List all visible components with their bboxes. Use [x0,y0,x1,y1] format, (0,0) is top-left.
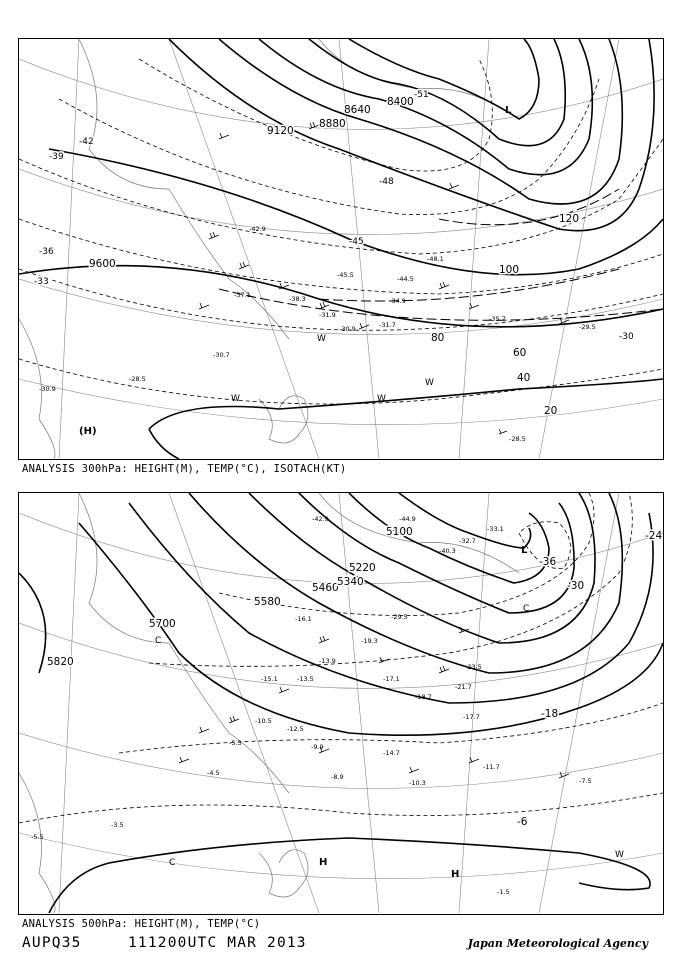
coastline-path [79,493,289,793]
height-label: 5100 [386,526,413,538]
wind-barb [469,757,479,763]
isotherm-label: -36 [39,247,54,257]
chart-id-label: AUPQ35 [22,935,82,951]
station-temp: -15.1 [261,675,278,683]
isotherm-label: -24 [645,530,663,542]
wind-barb [409,767,419,773]
station-temp: -5.3 [229,739,242,747]
height-contour [349,493,549,583]
isotach-label: 40 [517,372,531,384]
height-label: 8880 [319,118,346,130]
wind-barb [449,183,459,189]
station-temp: -12.5 [287,725,304,733]
wind-barb [439,666,449,673]
station-temp: -28.5 [509,435,526,443]
station-temp: -45.5 [337,271,354,279]
coastline-path [79,39,289,339]
height-contour [149,429,179,459]
coastline-path [319,493,519,573]
station-temp: -17.1 [383,675,400,683]
wind-barb [179,757,189,763]
station-temp: -13.5 [297,675,314,683]
valid-time-label: 111200UTC MAR 2013 [128,935,307,951]
map-300hpa-canvas [19,39,663,459]
isotach-label: 60 [513,347,527,359]
isotherm-label: -51 [414,90,429,100]
station-temp: -14.7 [383,749,400,757]
map-500hpa-canvas [19,493,663,913]
station-temp: -28.5 [129,375,146,383]
station-temp: -31.9 [319,311,336,319]
meridian-line [539,39,619,459]
cold-center-symbol: C [169,858,176,868]
warm-center-symbol: W [317,334,326,344]
wind-barbs [179,627,569,778]
height-contour [169,39,654,231]
station-temp: -4.5 [207,769,220,777]
station-temp: -29.5 [579,323,596,331]
coastline-path [259,850,308,897]
isotach-label: 120 [559,213,580,225]
isotach-label: 20 [544,405,558,417]
height-contour [19,573,46,673]
station-temp: -7.5 [579,777,592,785]
station-temp: -30.9 [339,325,356,333]
isotherm [19,793,663,823]
wind-barb [469,303,479,309]
low-pressure-symbol: L [521,545,528,556]
isotherm-label: -45 [349,237,364,247]
isotherm-label: -18 [541,708,559,720]
station-temp: -44.9 [399,515,416,523]
station-temp: -10.3 [409,779,426,787]
station-temp: -29.5 [391,613,408,621]
meridian-line [59,39,79,459]
isotherm-label: -30 [619,332,634,342]
isotherm [19,139,663,254]
isotherm-label: -39 [49,152,64,162]
station-temp: -19.3 [361,637,378,645]
isotherm-label: -36 [539,556,557,568]
height-label: 9600 [89,258,116,270]
station-temp: -30.9 [39,385,56,393]
station-temp: -35.7 [489,315,506,323]
height-contours [19,493,663,913]
warm-center-symbol: W [615,850,624,860]
wind-barb [319,302,329,309]
warm-center-symbol: W [377,394,386,404]
isotherm [139,59,492,171]
parallel-line [19,833,663,879]
height-label: 8400 [387,96,414,108]
wind-barb [319,636,329,643]
station-temp: -5.5 [31,833,44,841]
wind-barb [199,303,209,309]
isotherm [19,359,663,404]
height-label: 5700 [149,618,176,630]
wind-barb [439,282,449,289]
station-temp: -16.1 [295,615,312,623]
cold-center-symbol: C [155,636,162,646]
isotherm-label: -33 [34,277,49,287]
station-temp: -31.7 [379,321,396,329]
low-pressure-symbol: L [505,105,512,116]
station-temp: -30.7 [213,351,230,359]
station-temp: -11.7 [483,763,500,771]
coastline-path [19,773,55,913]
height-label: 5340 [337,576,364,588]
station-temp: -44.5 [397,275,414,283]
panel-caption-500hpa: ANALYSIS 500hPa: HEIGHT(M), TEMP(°C) [22,918,261,930]
station-temp: -3.5 [111,821,124,829]
high-pressure-symbol: H [319,857,328,868]
meridian-line [59,493,79,913]
panel-caption-300hpa: ANALYSIS 300hPa: HEIGHT(M), TEMP(°C), ISOTACH(KT) [22,463,347,475]
agency-label: Japan Meteorological Agency [467,937,648,950]
height-label: 5460 [312,582,339,594]
wind-barb [199,727,209,733]
station-temp: -1.5 [497,888,510,896]
station-temp: -34.9 [389,297,406,305]
high-pressure-symbol: (H) [79,426,97,437]
isotherm-label: -30 [567,580,585,592]
wind-barb [359,323,369,329]
isotach-label: 100 [499,264,520,276]
height-label: 5580 [254,596,281,608]
parallel-line [19,623,663,688]
height-contour [149,379,663,429]
isotherm-label: -42 [79,137,94,147]
wind-barb [499,429,507,434]
wind-barb [379,657,389,663]
station-temp: -23.5 [465,663,482,671]
warm-center-symbol: W [425,378,434,388]
station-temp: -42.9 [249,225,266,233]
station-temp: -18.7 [415,693,432,701]
height-label: 5220 [349,562,376,574]
height-contour [259,39,592,175]
station-temp: -8.9 [331,773,344,781]
isotherm-label: -48 [379,177,394,187]
wind-barb [239,262,249,269]
isotherm-label: -6 [517,816,528,828]
wind-barb [219,133,229,139]
station-temp: -38.3 [289,295,306,303]
isotherm-lines [19,59,663,404]
map-panel-500hpa [18,492,664,915]
height-label: 8640 [344,104,371,116]
cold-center-symbol: C [523,604,530,614]
station-temp: -37.1 [234,291,251,299]
height-contour [299,493,574,613]
high-pressure-symbol: H [451,869,460,880]
wind-barb [279,687,289,693]
graticule [19,493,663,913]
station-temp: -21.7 [455,683,472,691]
station-temp: -42.9 [312,515,329,523]
height-label: 9120 [267,125,294,137]
station-temp: -17.7 [463,713,480,721]
parallel-line [19,513,663,583]
warm-center-symbol: W [231,394,240,404]
station-temp: -13.9 [319,657,336,665]
station-temp: -40.3 [439,547,456,555]
station-temp: -9.9 [311,743,324,751]
height-contour [49,838,650,913]
wind-barb [229,716,239,723]
meridian-line [339,493,379,913]
station-temp: -33.1 [487,525,504,533]
map-panel-300hpa [18,38,664,460]
station-temp: -48.1 [427,255,444,263]
isotach-label: 80 [431,332,445,344]
station-temp: -32.7 [459,537,476,545]
station-temp: -10.5 [255,717,272,725]
height-label: 5820 [47,656,74,668]
wind-barb [209,232,219,239]
